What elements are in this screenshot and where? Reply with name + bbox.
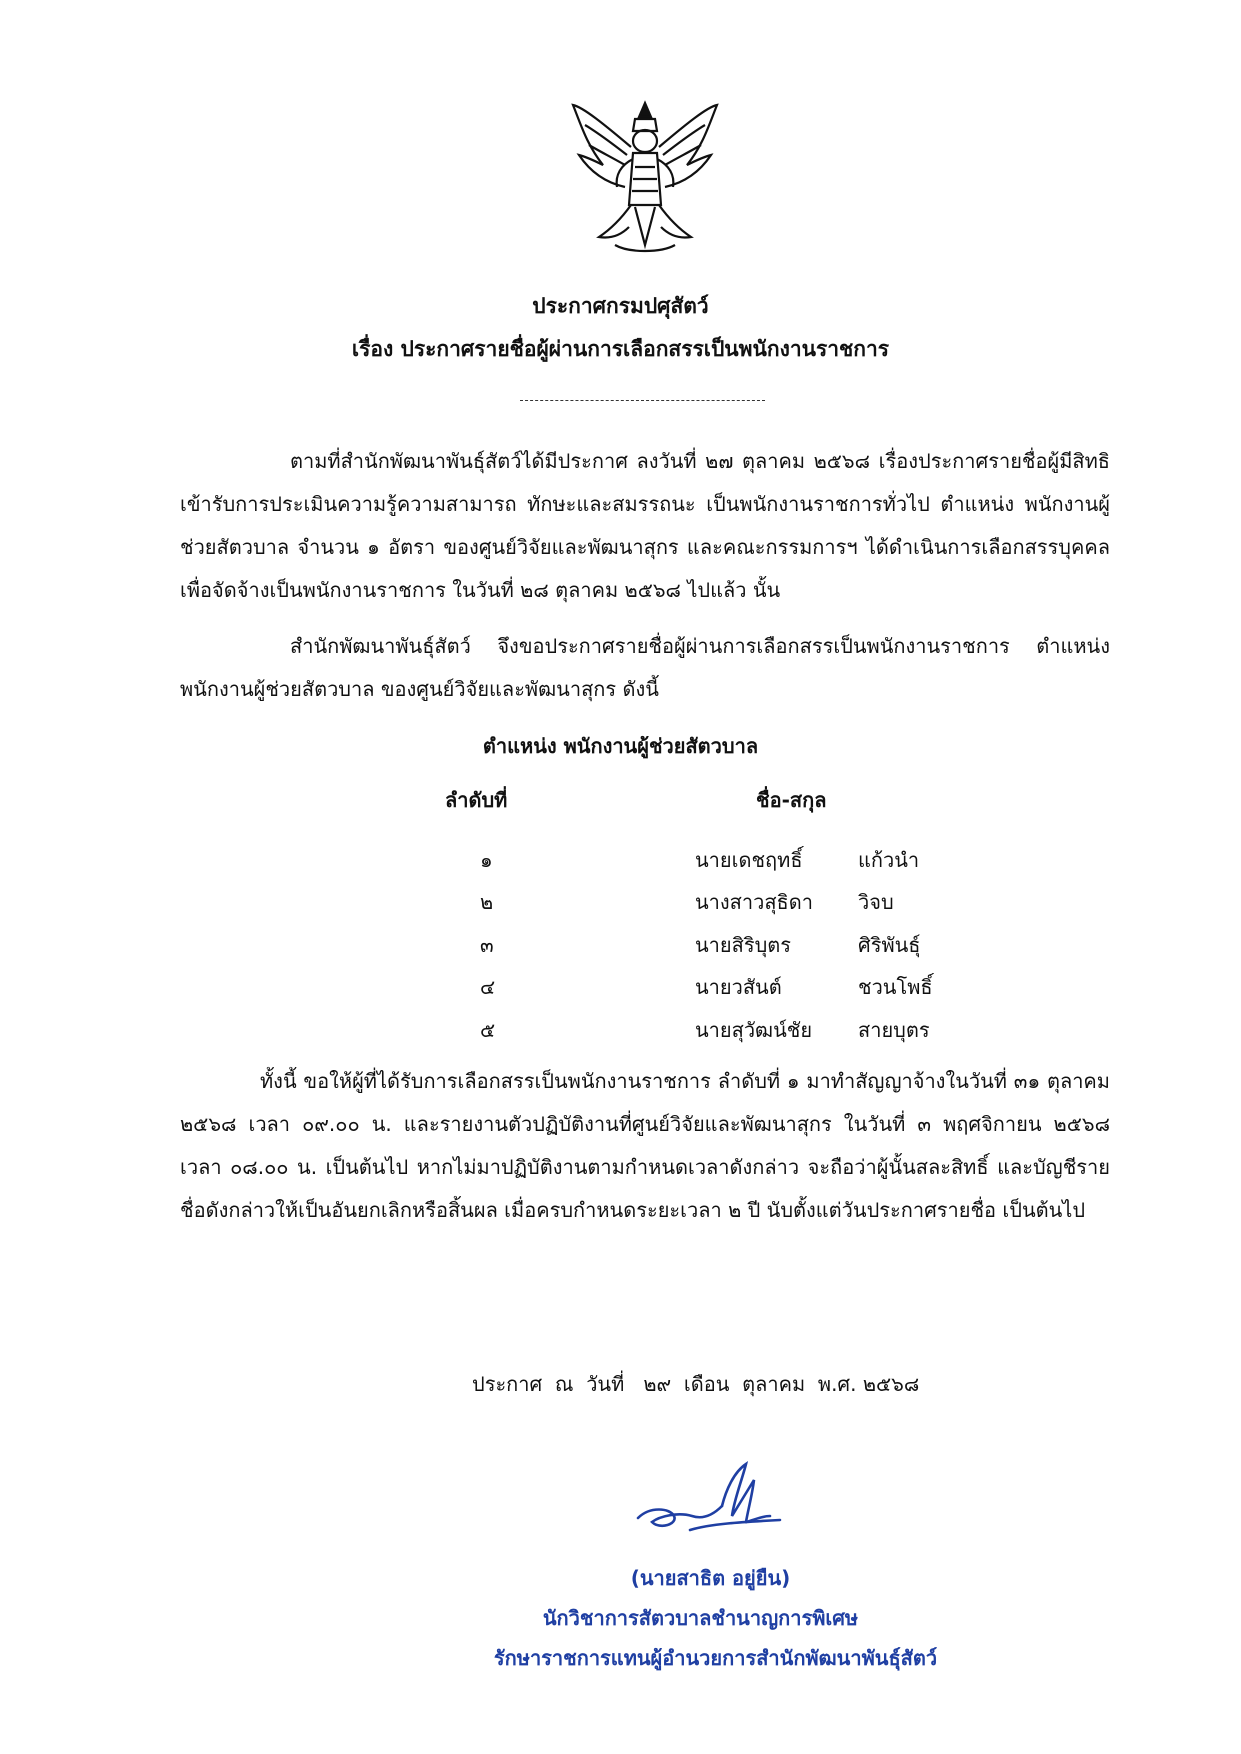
row-first-name: นายสุวัฒน์ชัย <box>695 1018 813 1042</box>
paragraph-background-text: ตามที่สำนักพัฒนาพันธุ์สัตว์ได้มีประกาศ ลงวันที่ ๒๗ ตุลาคม ๒๕๖๘ เรื่องประกาศรายชื่อผู้มีสิทธิเข้ารับการประเมินความรู้ความสามารถ ทักษะและสมรรถนะ เป็นพนักงานราชการทั่วไป ตำแหน่ง พนักงานผู้ช่วยสัตวบาล จำนวน ๑ อัตรา ของศูนย์วิจัยและพัฒนาสุกร และคณะกรรมการฯ ได้ดำเนินการเลือกสรรบุคคลเพื่อจัดจ้างเป็นพนักงานราชการ ในวันที่ ๒๘ ตุลาคม ๒๕๖๘ ไปแล้ว นั้น <box>180 449 1110 602</box>
announcement-title: ประกาศกรมปศุสัตว์ <box>532 294 709 318</box>
paragraph-announcement <box>180 625 1110 711</box>
row-number: ๑ <box>480 848 493 872</box>
table-row <box>0 971 1241 1011</box>
row-number: ๕ <box>480 1018 496 1042</box>
table-row <box>0 886 1241 926</box>
divider <box>520 400 765 401</box>
signatory-acting-title: รักษาราชการแทนผู้อำนวยการสำนักพัฒนาพันธุ์สัตว์ <box>493 1646 938 1670</box>
table-row <box>0 1014 1241 1054</box>
handwritten-signature <box>630 1450 790 1550</box>
row-first-name: นายเดชฤทธิ์ <box>695 848 803 872</box>
paragraph-conditions <box>180 1060 1110 1232</box>
announcement-date: ประกาศ ณ วันที่ ๒๙ เดือน ตุลาคม พ.ศ. ๒๕๖๘ <box>472 1372 920 1396</box>
row-number: ๓ <box>480 933 494 957</box>
row-first-name: นางสาวสุธิดา <box>695 890 813 914</box>
table-row <box>0 929 1241 969</box>
column-header-name: ชื่อ-สกุล <box>756 788 827 812</box>
row-number: ๔ <box>480 975 496 999</box>
paragraph-background <box>180 440 1110 612</box>
signatory-title: นักวิชาการสัตวบาลชำนาญการพิเศษ <box>542 1606 859 1630</box>
position-title: ตำแหน่ง พนักงานผู้ช่วยสัตวบาล <box>482 734 759 758</box>
table-row <box>0 844 1241 884</box>
column-header-number: ลำดับที่ <box>445 788 508 812</box>
announcement-subject: เรื่อง ประกาศรายชื่อผู้ผ่านการเลือกสรรเป็นพนักงานราชการ <box>351 337 890 361</box>
row-last-name: สายบุตร <box>858 1018 930 1042</box>
signatory-name: (นายสาธิต อยู่ยืน) <box>630 1566 791 1590</box>
row-last-name: ชวนโพธิ์ <box>858 975 933 999</box>
row-first-name: นายวสันต์ <box>695 975 782 999</box>
garuda-emblem-icon <box>565 95 725 260</box>
paragraph-conditions-text: ทั้งนี้ ขอให้ผู้ที่ได้รับการเลือกสรรเป็นพนักงานราชการ ลำดับที่ ๑ มาทำสัญญาจ้างในวันที่ ๓๑ ตุลาคม ๒๕๖๘ เวลา ๐๙.๐๐ น. และรายงานตัวปฏิบัติงานที่ศูนย์วิจัยและพัฒนาสุกร ในวันที่ ๓ พฤศจิกายน ๒๕๖๘ เวลา ๐๘.๐๐ น. เป็นต้นไป หากไม่มาปฏิบัติงานตามกำหนดเวลาดังกล่าว จะถือว่าผู้นั้นสละสิทธิ์ และบัญชีรายชื่อดังกล่าวให้เป็นอันยกเลิกหรือสิ้นผล เมื่อครบกำหนดระยะเวลา ๒ ปี นับตั้งแต่วันประกาศรายชื่อ เป็นต้นไป <box>180 1069 1110 1222</box>
row-last-name: แก้วนำ <box>858 848 920 872</box>
row-first-name: นายสิริบุตร <box>695 933 791 957</box>
paragraph-announcement-text: สำนักพัฒนาพันธุ์สัตว์ จึงขอประกาศรายชื่อผู้ผ่านการเลือกสรรเป็นพนักงานราชการ ตำแหน่ง พนักงานผู้ช่วยสัตวบาล ของศูนย์วิจัยและพัฒนาสุกร ดังนี้ <box>180 634 1110 701</box>
row-number: ๒ <box>480 890 494 914</box>
row-last-name: ศิริพันธุ์ <box>858 933 921 957</box>
row-last-name: วิจบ <box>858 890 894 914</box>
